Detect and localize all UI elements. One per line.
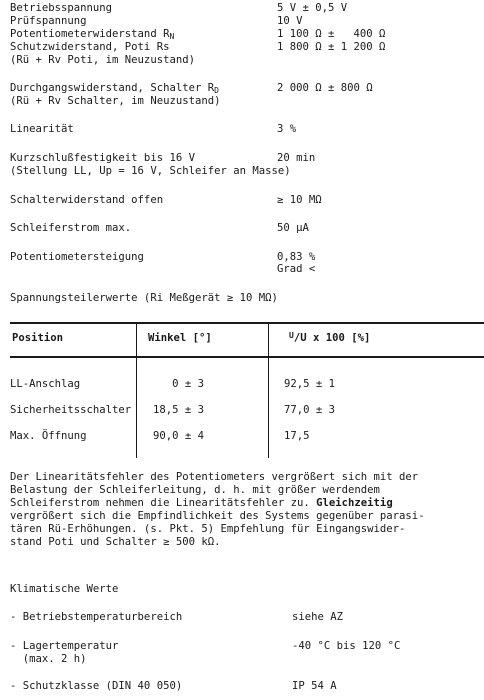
spec-label: Potentiometersteigung xyxy=(10,251,144,263)
spec-value: ≥ 10 MΩ xyxy=(277,194,322,206)
spec-label: Linearität xyxy=(10,123,74,135)
spec-label: Kurzschlußfestigkeit bis 16 V xyxy=(10,152,195,164)
klima-label: - Schutzklasse (DIN 40 050) xyxy=(10,680,183,692)
table-cell-ratio: 92,5 ± 1 xyxy=(284,378,336,390)
table-header-winkel: Winkel [°] xyxy=(148,332,212,344)
klima-value: IP 54 A xyxy=(292,680,337,692)
spec-label: Betriebsspannung xyxy=(10,2,113,14)
table-cell-winkel: 0 ± 3 xyxy=(153,378,205,390)
body-paragraph: Der Linearitätsfehler des Potentiometers vergrößert sich mit der Belastung der Schleiferleitung, d. h. mit größer werdendem Schleiferstrom nehmen die Linearitätsfehler zu. Gleichzeitig vergrößert sich die Empfindlichkeit des Systems gegenüber parasi- tären Rü-Erhöhungen. (s. Pkt. 5) Empfehlung für Eingangswider- stand Poti und Schalter ≥ 500 kΩ. xyxy=(10,471,425,548)
spec-label: Potentiometerwiderstand $R_N$ xyxy=(10,28,175,41)
spec-label: Prüfspannung xyxy=(10,15,87,27)
spec-note: (Stellung LL, Up = 16 V, Schleifer an Masse) xyxy=(10,165,291,177)
spec-value: 5 V ± 0,5 V xyxy=(277,2,348,14)
spec-label: Schalterwiderstand offen xyxy=(10,194,164,206)
table-cell-ratio: 17,5 xyxy=(284,430,310,442)
table-header-rule xyxy=(10,356,484,358)
table-caption: Spannungsteilerwerte (Ri Meßgerät ≥ 10 MΩ) xyxy=(10,292,278,304)
spec-value: 2 000 Ω ± 800 Ω xyxy=(277,82,373,94)
klima-label: - Lagertemperatur xyxy=(10,640,119,652)
spec-value-unit: Grad < xyxy=(277,263,316,275)
klima-label: - Betriebstemperaturbereich xyxy=(10,611,183,623)
table-col-divider xyxy=(136,322,137,458)
spec-value: 1 800 Ω ± 1 200 Ω xyxy=(277,41,386,53)
table-cell-winkel: 90,0 ± 4 xyxy=(153,430,205,442)
spec-value: 50 μA xyxy=(277,222,309,234)
table-header-ratio: $^U$/U x 100 [%] xyxy=(289,331,371,344)
spec-label: Schleiferstrom max. xyxy=(10,222,132,234)
spec-value: 20 min xyxy=(277,152,316,164)
spec-value: 10 V xyxy=(277,15,303,27)
klima-note: (max. 2 h) xyxy=(10,653,87,665)
table-header-position: Position xyxy=(12,332,64,344)
spec-label: Schutzwiderstand, Poti Rs xyxy=(10,41,170,53)
klima-value: -40 °C bis 120 °C xyxy=(292,640,401,652)
table-top-rule xyxy=(10,322,484,324)
table-col-divider xyxy=(268,322,269,458)
table-cell-position: Max. Öffnung xyxy=(10,430,87,442)
spec-value: 3 % xyxy=(277,123,297,135)
klima-value: siehe AZ xyxy=(292,611,344,623)
spec-value: 0,83 % xyxy=(277,251,316,263)
section-heading: Klimatische Werte xyxy=(10,583,119,595)
table-cell-winkel: 18,5 ± 3 xyxy=(153,404,205,416)
table-cell-position: LL-Anschlag xyxy=(10,378,81,390)
spec-value: 1 100 Ω ± 400 Ω xyxy=(277,28,386,40)
table-cell-ratio: 77,0 ± 3 xyxy=(284,404,336,416)
spec-label: Durchgangswiderstand, Schalter $R_D$ xyxy=(10,82,219,95)
table-cell-position: Sicherheitsschalter xyxy=(10,404,132,416)
spec-note: (Rü + Rv Poti, im Neuzustand) xyxy=(10,54,195,66)
spec-note: (Rü + Rv Schalter, im Neuzustand) xyxy=(10,95,221,107)
